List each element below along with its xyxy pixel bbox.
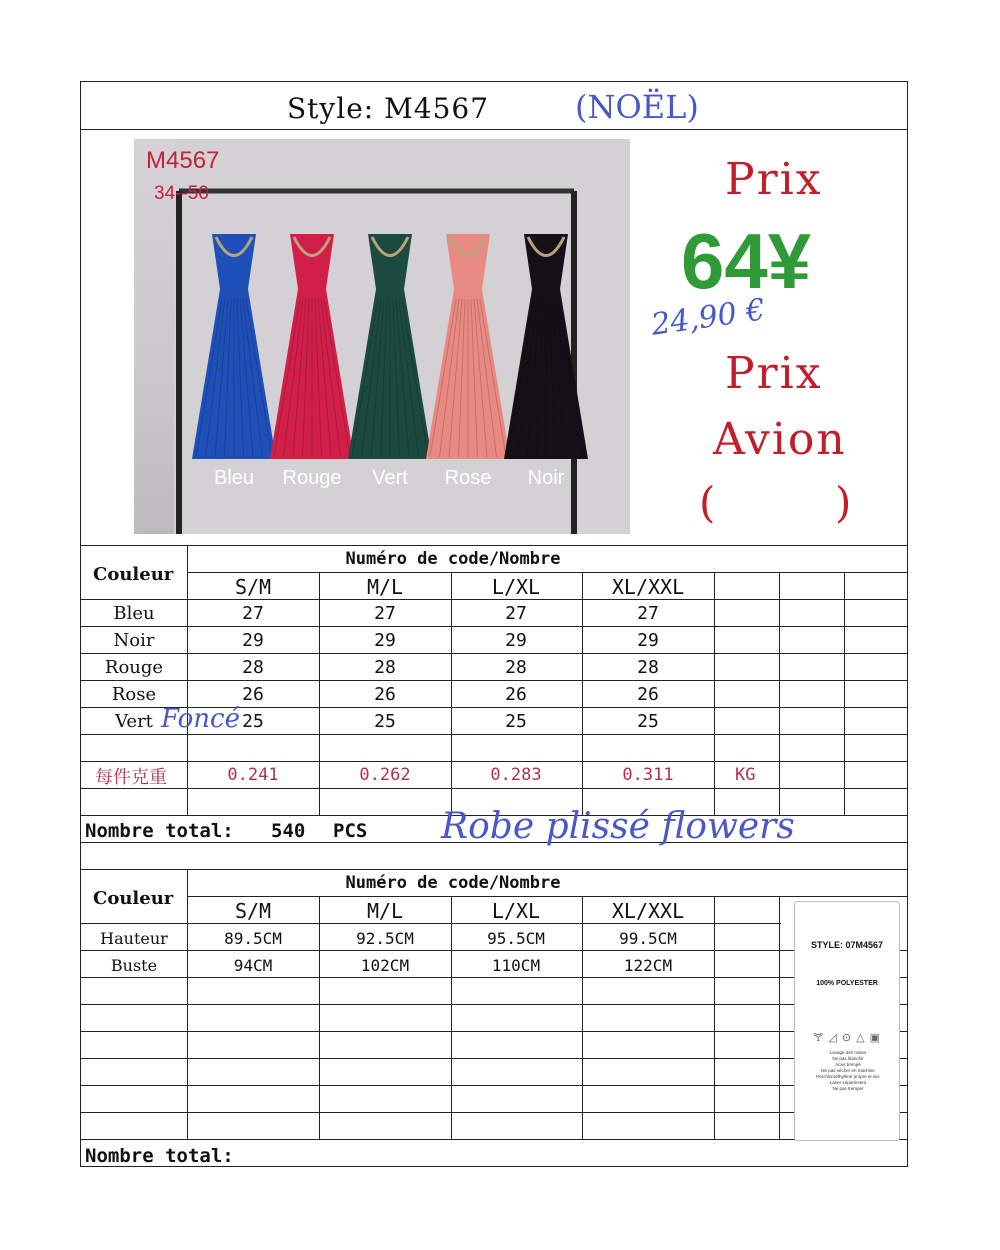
- stock-cell: 28: [242, 657, 264, 678]
- air-price-paren-close: ): [835, 478, 852, 527]
- care-instruction-line: Acier trempé: [835, 1062, 861, 1067]
- measure-cell: 95.5CM: [487, 929, 545, 948]
- stock-color-vert: Vert: [115, 711, 153, 732]
- table-rule: [81, 1004, 907, 1005]
- price-value: 64¥: [681, 217, 812, 305]
- care-symbols-icon: 🝖 ◿ ⊙ △ ▣: [812, 1032, 882, 1044]
- stock-color-bleu: Bleu: [113, 603, 155, 624]
- stock-cell: 26: [374, 684, 396, 705]
- price-label: Prix: [725, 154, 823, 205]
- stock-total-value: 540: [271, 820, 306, 842]
- care-instruction-line: Ne pas tremper: [832, 1086, 864, 1091]
- stock-cell: 26: [242, 684, 264, 705]
- measure-size-header: XL/XXL: [611, 899, 685, 923]
- season-tag: (NOËL): [575, 88, 699, 126]
- measure-group-header: Numéro de code/Nombre: [345, 873, 561, 893]
- table-rule: [81, 1058, 907, 1059]
- table-rule: [81, 788, 907, 789]
- table-rule: [319, 572, 320, 815]
- handwritten-description: Robe plissé flowers: [441, 806, 795, 847]
- measure-couleur-header: Couleur: [93, 888, 174, 909]
- photo-color-label: Noir: [527, 467, 565, 489]
- stock-total-label: Nombre total:: [85, 820, 234, 842]
- photo-color-label: Rouge: [282, 467, 342, 489]
- measure-row-label: Hauteur: [100, 929, 168, 948]
- photo-color-label: Bleu: [213, 467, 255, 489]
- table-rule: [187, 896, 907, 897]
- stock-size-header: L/XL: [491, 575, 541, 599]
- stock-group-header: Numéro de code/Nombre: [345, 549, 561, 569]
- table-rule: [319, 896, 320, 1139]
- weight-cell: 0.283: [490, 765, 542, 785]
- stock-size-header: M/L: [366, 575, 404, 599]
- stock-cell: 29: [374, 630, 396, 651]
- handwritten-euro-price: 24,90 €: [649, 292, 768, 343]
- table-rule: [714, 896, 715, 1139]
- measure-cell: 99.5CM: [619, 929, 677, 948]
- measure-cell: 110CM: [491, 956, 541, 975]
- table-rule: [81, 680, 907, 681]
- measure-size-header: S/M: [234, 899, 272, 923]
- stock-cell: 25: [505, 711, 527, 732]
- stock-cell: 28: [374, 657, 396, 678]
- care-instruction-line: Lavage des mains: [829, 1050, 867, 1055]
- air-price-paren-open: (: [699, 478, 716, 527]
- care-label-style: STYLE: 07M4567: [810, 940, 884, 950]
- stock-size-header: XL/XXL: [611, 575, 685, 599]
- handwritten-note-vert: Foncé: [161, 704, 240, 734]
- table-rule: [81, 977, 907, 978]
- stock-cell: 29: [242, 630, 264, 651]
- stock-cell: 26: [505, 684, 527, 705]
- measure-size-header: L/XL: [491, 899, 541, 923]
- photo-color-label: Rose: [444, 467, 492, 489]
- care-instruction-line: Ne pas blanchir: [832, 1056, 864, 1061]
- measure-cell: 94CM: [233, 956, 273, 975]
- table-rule: [451, 896, 452, 1139]
- measure-cell: 92.5CM: [356, 929, 414, 948]
- care-label-composition: 100% POLYESTER: [816, 980, 878, 987]
- care-label-image: [794, 901, 900, 1141]
- table-rule: [187, 572, 907, 573]
- care-instruction-line: Perchloroéthylène propre et sec: [816, 1074, 880, 1079]
- table-rule: [81, 734, 907, 735]
- table-rule: [81, 1085, 907, 1086]
- style-title: Style: M4567: [287, 92, 490, 125]
- stock-color-rose: Rose: [111, 684, 157, 705]
- weight-unit: KG: [735, 765, 756, 785]
- photo-size-range: 34--50: [154, 183, 209, 204]
- care-instruction-line: Ne pas sécher en machine: [821, 1068, 875, 1073]
- air-price-label-2: Avion: [713, 414, 847, 465]
- measure-row-label: Buste: [110, 956, 158, 975]
- product-photo: [134, 139, 630, 534]
- table-rule: [779, 896, 780, 1139]
- photo-model-code: M4567: [146, 147, 220, 174]
- table-rule: [187, 869, 188, 1139]
- table-rule: [81, 950, 907, 951]
- care-instruction-line: Laver séparément: [829, 1080, 867, 1085]
- stock-total-unit: PCS: [333, 820, 368, 842]
- spec-sheet: [80, 81, 908, 1167]
- measure-total-label: Nombre total:: [85, 1145, 234, 1167]
- weight-label: 每件克重: [95, 767, 167, 788]
- weight-cell: 0.241: [227, 765, 279, 785]
- stock-cell: 27: [242, 603, 264, 624]
- stock-cell: 25: [374, 711, 396, 732]
- weight-cell: 0.311: [622, 765, 674, 785]
- table-rule: [81, 599, 907, 600]
- table-rule: [81, 1112, 907, 1113]
- table-rule: [451, 572, 452, 815]
- stock-size-header: S/M: [234, 575, 272, 599]
- table-rule: [582, 896, 583, 1139]
- air-price-label: Prix: [725, 348, 823, 399]
- measure-cell: 102CM: [360, 956, 410, 975]
- table-rule: [187, 545, 188, 815]
- stock-cell: 25: [242, 711, 264, 732]
- table-rule: [582, 572, 583, 815]
- stock-cell: 26: [637, 684, 659, 705]
- stock-cell: 27: [505, 603, 527, 624]
- table-rule: [779, 572, 780, 815]
- table-rule: [81, 1139, 907, 1140]
- weight-cell: 0.262: [359, 765, 411, 785]
- measure-size-header: M/L: [366, 899, 404, 923]
- measure-cell: 89.5CM: [224, 929, 282, 948]
- table-rule: [844, 572, 845, 815]
- table-rule: [81, 653, 907, 654]
- measure-cell: 122CM: [623, 956, 673, 975]
- photo-color-label: Vert: [372, 467, 408, 489]
- table-rule: [81, 869, 907, 870]
- table-rule: [81, 1031, 907, 1032]
- stock-cell: 29: [505, 630, 527, 651]
- table-rule: [81, 923, 781, 924]
- table-rule: [81, 761, 907, 762]
- table-rule: [81, 626, 907, 627]
- stock-cell: 28: [637, 657, 659, 678]
- stock-color-rouge: Rouge: [104, 657, 164, 678]
- stock-cell: 27: [637, 603, 659, 624]
- table-rule: [714, 572, 715, 815]
- stock-color-noir: Noir: [113, 630, 155, 651]
- stock-cell: 28: [505, 657, 527, 678]
- stock-cell: 27: [374, 603, 396, 624]
- stock-cell: 29: [637, 630, 659, 651]
- stock-couleur-header: Couleur: [93, 564, 174, 585]
- stock-cell: 25: [637, 711, 659, 732]
